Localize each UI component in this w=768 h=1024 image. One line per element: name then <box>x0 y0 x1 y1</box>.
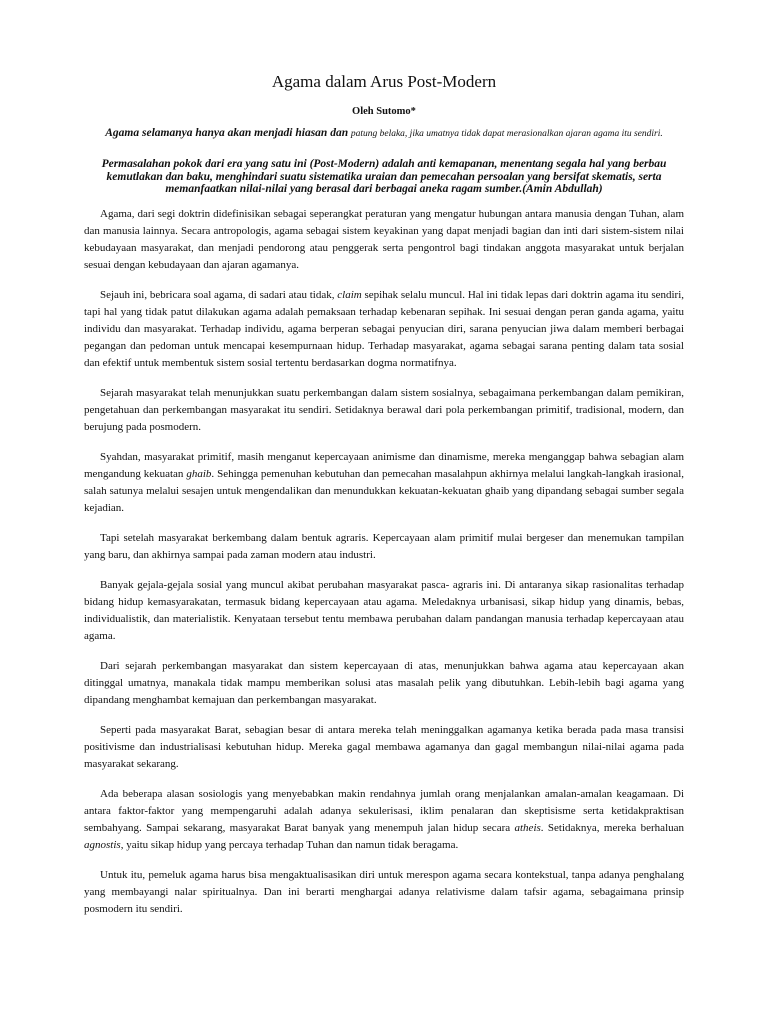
paragraph-7: Dari sejarah perkembangan masyarakat dan sistem kepercayaan di atas, menunjukkan bahwa agama atau kepercayaan akan ditinggal umatnya, manakala tidak mampu memberikan solusi atas masalah pelik yang dibutuhkan. Lebih-lebih bagi agama yang dipandang menghambat kemajuan dan perkembangan masyarakat. <box>84 659 684 706</box>
page-title: Agama dalam Arus Post-Modern <box>271 72 497 91</box>
epigraph-small: patung belaka, jika umatnya tidak dapat merasionalkan ajaran agama itu sendiri. <box>350 129 663 139</box>
author-line: Oleh Sutomo* <box>352 106 416 117</box>
opening-quote: Permasalahan pokok dari era yang satu ini (Post-Modern) adalah anti kemapanan, menentang segala hal yang berbau kemutlakan dan baku, menghindari suatu sistematika uraian dan pemecahan persoalan yang bersifat skematis, serta memanfaatkan nilai-nilai yang berasal dari berbagai aneka ragam sumber.(Amin Abdullah) <box>101 158 667 195</box>
paragraph-8: Seperti pada masyarakat Barat, sebagian besar di antara mereka telah meninggalkan agamanya ketika berada pada masa transisi positivisme dan industrialisasi kebutuhan hidup. Mereka gagal membawa agamanya dan gagal membangun nilai-nilai agama pada masyarakat sekarang. <box>84 723 684 770</box>
paragraph-9-text-c: , yaitu sikap hidup yang percaya terhadap Tuhan dan namun tidak beragama. <box>120 838 459 851</box>
paragraph-6: Banyak gejala-gejala sosial yang muncul akibat perubahan masyarakat pasca- agraris ini. Di antaranya sikap rasionalitas terhadap bidang hidup kemasyarakatan, termasuk bidang kepercayaan atau agama. Meledaknya urbanisasi, sikap hidup yang dinamis, bebas, individualistik, dan materialistik. Kenyataan tersebut tentu membawa perubahan dalam pandangan manusia terhadap kepercayaan atau agama. <box>84 578 684 642</box>
paragraph-9 <box>84 786 684 854</box>
paragraph-2-emphasis: claim <box>337 288 362 301</box>
paragraph-9-text-a: Ada beberapa alasan sosiologis yang menyebabkan makin rendahnya jumlah orang menjalankan amalan-amalan keagamaan. Di antara faktor-faktor yang mempengaruhi adalah adanya sekulerisasi, iklim penalaran dan skeptisisme serta ketidakpraktisan sembahyang. Sampai sekarang, masyarakat Barat banyak yang menempuh jalan hidup secara <box>84 787 684 834</box>
paragraph-9-text-b: . Setidaknya, mereka berhaluan <box>540 821 685 834</box>
paragraph-5: Tapi setelah masyarakat berkembang dalam bentuk agraris. Kepercayaan alam primitif mulai bergeser dan menemukan tampilan yang baru, dan akhirnya sampai pada zaman modern atau industri. <box>84 531 684 561</box>
paragraph-9-emphasis-2: agnostis <box>84 838 121 851</box>
paragraph-4-text-a: Syahdan, masyarakat primitif, masih menganut kepercayaan animisme dan dinamisme, mereka menganggap bahwa sebagian alam mengandung kekuatan <box>84 450 684 480</box>
epigraph <box>84 127 684 141</box>
paragraph-4-emphasis: ghaib <box>186 467 212 480</box>
paragraph-2-text-b: sepihak selalu muncul. Hal ini tidak lepas dari doktrin agama itu sendiri, tapi hal yang tidak patut dilakukan agama adalah pemaksaan terhadap kebenaran sepihak. Ini sesuai dengan peran ganda agama, yaitu individu dan masyarakat. Terhadap individu, agama berperan sebagai penyucian diri, sarana penyucian jiwa dalam memberi berbagai pegangan dan pedoman untuk mencapai kesempurnaan hidup. Terhadap masyarakat, agama sebagai sarana penting dalam tata sosial dan efektif untuk membentuk sistem sosial tertentu berdasarkan dogma normatifnya. <box>84 288 685 369</box>
paragraph-1: Agama, dari segi doktrin didefinisikan sebagai seperangkat peraturan yang mengatur hubungan antara manusia dengan Tuhan, alam dan manusia lainnya. Secara antropologis, agama sebagai sistem keyakinan yang dapat menjadi bagian dan inti dari sistem-sistem nilai kebudayaan masyarakat, dan menjadi pendorong atau penggerak serta pengontrol bagi tindakan anggota masyarakat untuk berjalan sesuai dengan kebudayaan dan ajaran agamanya. <box>84 207 684 271</box>
paragraph-10: Untuk itu, pemeluk agama harus bisa mengaktualisasikan diri untuk merespon agama secara kontekstual, tanpa adanya penghalang yang membayangi nalar spiritualnya. Dan ini berarti menghargai adanya relativisme dalam tafsir agama, sebagaimana prinsip posmodern itu sendiri. <box>84 868 684 915</box>
paragraph-9-emphasis-1: atheis <box>514 821 541 834</box>
epigraph-bold: Agama selamanya hanya akan menjadi hiasan dan <box>105 127 349 139</box>
paragraph-3: Sejarah masyarakat telah menunjukkan suatu perkembangan dalam sistem sosialnya, sebagaimana perkembangan dalam pemikiran, pengetahuan dan perkembangan masyarakat itu sendiri. Setidaknya berawal dari pola perkembangan primitif, tradisional, modern, dan berujung pada posmodern. <box>84 386 684 433</box>
paragraph-2-text-a: Sejauh ini, bebricara soal agama, di sadari atau tidak, <box>100 288 335 301</box>
paragraph-4-text-b: . Sehingga pemenuhan kebutuhan dan pemecahan masalahpun akhirnya melalui langkah-langkah irasional, salah satunya melalui sesajen untuk mengendalikan dan menundukkan kekuatan-kekuatan ghaib yang dipandang sebagai sumber segala kejadian. <box>84 467 685 514</box>
paragraph-2 <box>84 287 684 372</box>
paragraph-4 <box>84 449 684 517</box>
